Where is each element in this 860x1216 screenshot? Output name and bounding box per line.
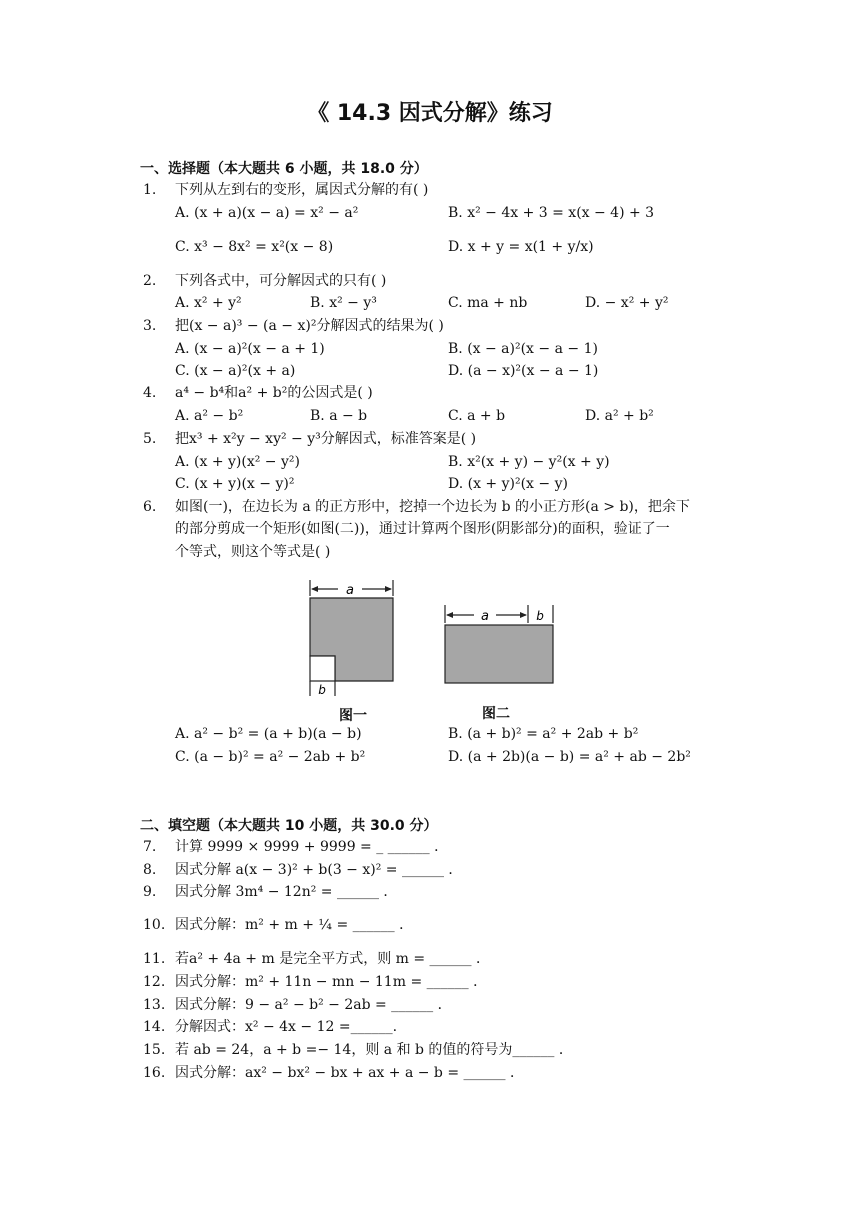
option-b: B. a − b [310,408,368,424]
section-heading-fill: 二、填空题（本大题共 10 小题，共 30.0 分） [140,818,438,834]
option-a: A. (x − a)²(x − a + 1) [175,341,325,357]
fill-question: 计算 9999 × 9999 + 9999 = _ ______ ． [175,839,449,855]
option-d: D. x + y = x(1 + y/x) [448,239,594,255]
question-number: 5. [143,431,157,447]
figure-one [300,578,410,700]
option-d: D. − x² + y² [585,295,669,311]
option-d: D. (x + y)²(x − y) [448,476,568,492]
fill-question: 因式分解：m² + 11n − mn − 11m = ______ ． [175,974,488,990]
question-number: 11. [143,951,166,967]
question-number: 14. [143,1019,166,1035]
option-c: C. (x − a)²(x + a) [175,363,296,379]
question-number: 13. [143,997,166,1013]
option-d: D. (a + 2b)(a − b) = a² + ab − 2b² [448,749,691,765]
option-d: D. a² + b² [585,408,654,424]
question-stem: 下列从左到右的变形，属因式分解的有( ) [175,182,429,198]
option-b: B. x² − 4x + 3 = x(x − 4) + 3 [448,205,655,221]
label-b: b [536,609,544,623]
fill-question: 因式分解 3m⁴ − 12n² = ______ ． [175,884,398,900]
fill-question: 若 ab = 24，a + b =− 14，则 a 和 b 的值的符号为______ ． [175,1042,573,1058]
fill-question: 因式分解 a(x − 3)² + b(3 − x)² = ______ ． [175,862,463,878]
option-a: A. (x + y)(x² − y²) [175,454,300,470]
option-a: A. (x + a)(x − a) = x² − a² [175,205,359,221]
question-stem: 下列各式中，可分解因式的只有( ) [175,273,387,289]
option-c: C. (a − b)² = a² − 2ab + b² [175,749,366,765]
question-stem-line: 个等式，则这个等式是( ) [175,544,331,560]
question-number: 8. [143,862,157,878]
option-b: B. (a + b)² = a² + 2ab + b² [448,726,639,742]
figure-one-caption: 图一 [339,708,367,724]
option-c: C. (x + y)(x − y)² [175,476,295,492]
question-stem-line: 如图(一)，在边长为 a 的正方形中，挖掉一个边长为 b 的小正方形(a > b)，把余下 [175,499,690,515]
fill-question: 因式分解：ax² − bx² − bx + ax + a − b = ______ ． [175,1065,524,1081]
fill-question: 因式分解：9 − a² − b² − 2ab = ______ ． [175,997,452,1013]
fill-question: 分解因式：x² − 4x − 12 =______. [175,1019,398,1035]
option-b: B. x² − y³ [310,295,377,311]
fill-question: 若a² + 4a + m 是完全平方式，则 m = ______ ． [175,951,491,967]
question-number: 1. [143,182,157,198]
fill-question: 因式分解：m² + m + ¼ = ______ ． [175,917,414,933]
figure-two-caption: 图二 [482,706,510,722]
question-stem-line: 的部分剪成一个矩形(如图(二))，通过计算两个图形(阴影部分)的面积，验证了一 [175,521,670,537]
option-b: B. x²(x + y) − y²(x + y) [448,454,610,470]
option-b: B. (x − a)²(x − a − 1) [448,341,598,357]
option-a: A. x² + y² [175,295,242,311]
question-number: 16. [143,1065,166,1081]
label-b: b [318,683,326,697]
option-c: C. ma + nb [448,295,528,311]
page-title: 《 14.3 因式分解》练习 [307,101,553,126]
option-c: C. x³ − 8x² = x²(x − 8) [175,239,334,255]
option-a: A. a² − b² = (a + b)(a − b) [175,726,362,742]
question-number: 3. [143,318,157,334]
question-stem: a⁴ − b⁴和a² + b²的公因式是( ) [175,385,373,401]
option-d: D. (a − x)²(x − a − 1) [448,363,599,379]
section-heading-choice: 一、选择题（本大题共 6 小题，共 18.0 分） [140,161,428,177]
question-number: 6. [143,499,157,515]
question-number: 7. [143,839,157,855]
question-number: 10. [143,917,166,933]
question-number: 9. [143,884,157,900]
question-number: 4. [143,385,157,401]
question-stem: 把(x − a)³ − (a − x)²分解因式的结果为( ) [175,318,444,334]
figure-two [440,603,560,688]
label-a: a [346,583,354,598]
question-number: 2. [143,273,157,289]
question-stem: 把x³ + x²y − xy² − y³分解因式，标准答案是( ) [175,431,477,447]
question-number: 15. [143,1042,166,1058]
label-a: a [481,609,489,624]
option-a: A. a² − b² [175,408,244,424]
option-c: C. a + b [448,408,506,424]
question-number: 12. [143,974,166,990]
